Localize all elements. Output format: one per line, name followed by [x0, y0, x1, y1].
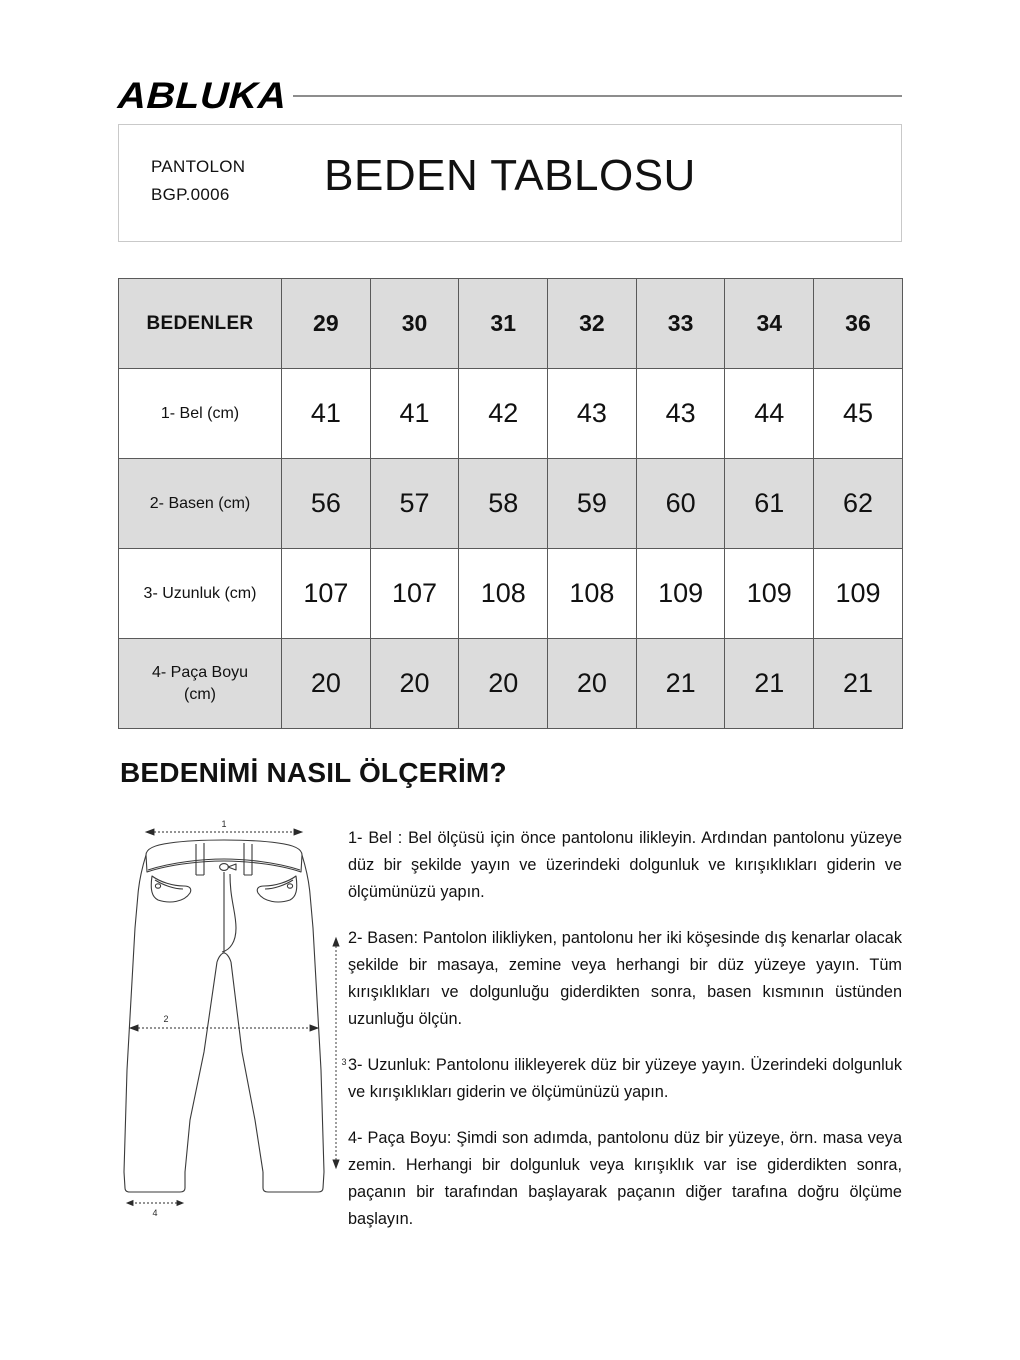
diagram-label-4: 4 — [152, 1208, 158, 1218]
size-header-32: 32 — [548, 279, 637, 369]
cell-bel-30: 41 — [370, 369, 459, 459]
instruction-step-4: 4- Paça Boyu: Şimdi son adımda, pantolonu düz bir yüzeye, örn. masa veya zemin. Herhangi bir dolgunluk veya kırışıklık var ise giderdikten sonra, paçanın bir tarafından başlayarak paçanın diğer tarafına doğru ölçüme başlayın. — [348, 1129, 902, 1228]
dimension-line-4 — [127, 1201, 183, 1206]
measure-label-line2: (cm) — [184, 685, 216, 703]
cell-uzunluk-36: 109 — [814, 549, 903, 639]
cell-basen-33: 60 — [636, 459, 725, 549]
cell-uzunluk-32: 108 — [548, 549, 637, 639]
cell-bel-29: 41 — [282, 369, 371, 459]
size-header-31: 31 — [459, 279, 548, 369]
table-row — [119, 639, 903, 729]
cell-basen-29: 56 — [282, 459, 371, 549]
product-type-label: PANTOLON — [151, 157, 246, 176]
dimension-line-2 — [130, 1025, 318, 1031]
cell-bel-36: 45 — [814, 369, 903, 459]
diagram-label-3: 3 — [341, 1057, 347, 1067]
cell-bel-32: 43 — [548, 369, 637, 459]
brand-header — [118, 74, 902, 116]
size-header-29: 29 — [282, 279, 371, 369]
diagram-label-2: 2 — [163, 1014, 169, 1024]
cell-uzunluk-29: 107 — [282, 549, 371, 639]
cell-paca-34: 21 — [725, 639, 814, 729]
cell-uzunluk-34: 109 — [725, 549, 814, 639]
abluka-logo: ABLUKA — [116, 74, 288, 116]
product-code-label: BGP.0006 — [151, 185, 230, 204]
howto-section — [118, 820, 902, 1270]
instruction-step-3: 3- Uzunluk: Pantolonu ilikleyerek düz bir yüzeye yayın. Üzerindeki dolgunluk ve kırışıklıkları giderin ve ölçümünüzü yapın. — [348, 1056, 902, 1101]
size-chart-table — [118, 278, 903, 729]
cell-uzunluk-33: 109 — [636, 549, 725, 639]
table-header-label: BEDENLER — [119, 279, 282, 369]
cell-bel-31: 42 — [459, 369, 548, 459]
page-title: BEDEN TABLOSU — [324, 151, 696, 200]
table-row — [119, 459, 903, 549]
cell-bel-34: 44 — [725, 369, 814, 459]
measure-label-uzunluk: 3- Uzunluk (cm) — [119, 549, 282, 639]
cell-basen-32: 59 — [548, 459, 637, 549]
table-row — [119, 549, 903, 639]
cell-paca-29: 20 — [282, 639, 371, 729]
cell-basen-31: 58 — [459, 459, 548, 549]
header-divider-rule — [293, 95, 902, 97]
cell-paca-33: 21 — [636, 639, 725, 729]
howto-section-title: BEDENİMİ NASIL ÖLÇERİM? — [120, 757, 507, 788]
measure-label-line1: 4- Paça Boyu — [151, 663, 249, 681]
dimension-line-1 — [146, 829, 302, 835]
table-row — [119, 369, 903, 459]
table-header-row — [119, 279, 903, 369]
measure-label-basen: 2- Basen (cm) — [119, 459, 282, 549]
measure-label-paca-boyu — [119, 639, 282, 729]
dimension-line-3 — [333, 938, 339, 1168]
cell-paca-30: 20 — [370, 639, 459, 729]
size-header-36: 36 — [814, 279, 903, 369]
instruction-step-2: 2- Basen: Pantolon ilikliyken, pantolonu her iki köşesinde dış kenarlar olacak şekilde bir masaya, zemine veya herhangi bir düz yüzeye yayın. Tüm kırışıklıkları ve dolgunluğu giderdikten sonra, basen kısmının üstünden uzunluğu ölçün. — [348, 929, 902, 1028]
size-header-34: 34 — [725, 279, 814, 369]
cell-basen-34: 61 — [725, 459, 814, 549]
instruction-step-1: 1- Bel : Bel ölçüsü için önce pantolonu ilikleyin. Ardından pantolonu yüzeye düz bir şekilde yayın ve üzerindeki dolgunluk ve kırışıklıkları giderin ve ölçümünüzü yapın. — [348, 829, 902, 901]
cell-basen-36: 62 — [814, 459, 903, 549]
cell-bel-33: 43 — [636, 369, 725, 459]
measure-label-bel: 1- Bel (cm) — [119, 369, 282, 459]
product-header-box — [118, 124, 902, 242]
diagram-label-1: 1 — [221, 820, 227, 829]
pants-measurement-diagram — [118, 820, 348, 1260]
size-header-33: 33 — [636, 279, 725, 369]
measurement-instructions — [348, 825, 902, 1233]
cell-paca-32: 20 — [548, 639, 637, 729]
size-header-30: 30 — [370, 279, 459, 369]
cell-paca-36: 21 — [814, 639, 903, 729]
cell-uzunluk-30: 107 — [370, 549, 459, 639]
cell-uzunluk-31: 108 — [459, 549, 548, 639]
cell-basen-30: 57 — [370, 459, 459, 549]
cell-paca-31: 20 — [459, 639, 548, 729]
